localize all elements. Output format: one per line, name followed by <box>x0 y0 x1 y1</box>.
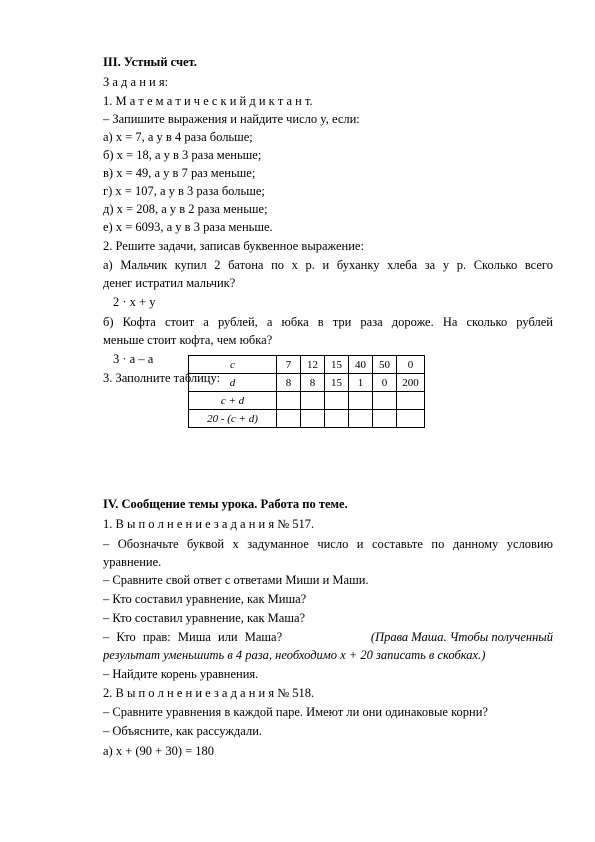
task1-item: е) x = 6093, а y в 3 раза меньше. <box>103 220 273 234</box>
task2-b-line1: б) Кофта стоит a рублей, а юбка в три раза дороже. На сколько рублей <box>103 315 553 329</box>
task517-line2: уравнение. <box>103 555 162 569</box>
task1-item: б) x = 18, а y в 3 раза меньше; <box>103 148 262 162</box>
empty-cell <box>349 392 373 410</box>
empty-cell <box>349 410 373 428</box>
table-row-sum <box>189 392 425 410</box>
task517-title: 1. В ы п о л н е н и е з а д а н и я № 517. <box>103 517 315 531</box>
table-row-diff <box>189 410 425 428</box>
task517-question: – Кто прав: Миша или Маша? <box>103 630 283 644</box>
table-row-c <box>189 356 425 374</box>
section4-heading: IV. Сообщение темы урока. Работа по теме. <box>103 497 348 511</box>
task517-answer-start: (Права Маша. Чтобы полученный <box>370 630 553 644</box>
table-cell: 200 <box>397 374 425 392</box>
task2-b-answer: 3 · a – a <box>113 352 154 366</box>
task1-item: в) x = 49, а y в 7 раз меньше; <box>103 166 256 180</box>
task2-a-line2: денег истратил мальчик? <box>103 276 236 290</box>
row-label-d: d <box>189 374 277 392</box>
task517-answer-end: результат уменьшить в 4 раза, необходимо x + 20 записать в скобках.) <box>103 648 486 662</box>
table-row-d <box>189 374 425 392</box>
task2-a-line1: а) Мальчик купил 2 батона по x р. и буханку хлеба за y р. Сколько всего <box>103 258 553 272</box>
table-cell: 12 <box>301 356 325 374</box>
task1-prompt: – Запишите выражения и найдите число y, если: <box>103 112 360 126</box>
task1-title: 1. М а т е м а т и ч е с к и й д и к т а н т. <box>103 94 313 108</box>
row-label-c: c <box>189 356 277 374</box>
empty-cell <box>373 410 397 428</box>
table-cell: 50 <box>373 356 397 374</box>
empty-cell <box>301 410 325 428</box>
task1-item: д) x = 208, а y в 2 раза меньше; <box>103 202 268 216</box>
row-label-sum: c + d <box>189 392 277 410</box>
fill-table <box>188 355 425 428</box>
table-cell: 0 <box>373 374 397 392</box>
table-cell: 15 <box>325 374 349 392</box>
table-cell: 8 <box>301 374 325 392</box>
table-cell: 0 <box>397 356 425 374</box>
task518-line1: – Сравните уравнения в каждой паре. Имеют ли они одинаковые корни? <box>103 705 488 719</box>
empty-cell <box>373 392 397 410</box>
table-cell: 1 <box>349 374 373 392</box>
task1-item: а) x = 7, а y в 4 раза больше; <box>103 130 253 144</box>
empty-cell <box>397 410 425 428</box>
table-cell: 40 <box>349 356 373 374</box>
task517-line6 <box>103 630 553 645</box>
row-label-diff: 20 - (c + d) <box>189 410 277 428</box>
task518-title: 2. В ы п о л н е н и е з а д а н и я № 518. <box>103 686 315 700</box>
tasks-label: З а д а н и я: <box>103 75 169 89</box>
task1-item: г) x = 107, а y в 3 раза больше; <box>103 184 265 198</box>
task2-b-line2: меньше стоит кофта, чем юбка? <box>103 333 273 347</box>
empty-cell <box>325 410 349 428</box>
task2-a-answer: 2 · x + y <box>113 295 156 309</box>
empty-cell <box>325 392 349 410</box>
task3-title: 3. Заполните таблицу: <box>103 371 221 385</box>
section3-heading: III. Устный счет. <box>103 55 197 69</box>
table-cell: 15 <box>325 356 349 374</box>
empty-cell <box>277 410 301 428</box>
task518-equation: а) x + (90 + 30) = 180 <box>103 744 215 758</box>
task517-line5: – Кто составил уравнение, как Маша? <box>103 611 306 625</box>
task517-line1: – Обозначьте буквой x задуманное число и составьте по данному условию <box>103 537 553 551</box>
task517-line3: – Сравните свой ответ с ответами Миши и Маши. <box>103 573 369 587</box>
empty-cell <box>301 392 325 410</box>
task517-line8: – Найдите корень уравнения. <box>103 667 259 681</box>
task517-line4: – Кто составил уравнение, как Миша? <box>103 592 307 606</box>
table-cell: 7 <box>277 356 301 374</box>
task518-line2: – Объясните, как рассуждали. <box>103 724 263 738</box>
table-cell: 8 <box>277 374 301 392</box>
task2-title: 2. Решите задачи, записав буквенное выражение: <box>103 239 364 253</box>
empty-cell <box>397 392 425 410</box>
empty-cell <box>277 392 301 410</box>
